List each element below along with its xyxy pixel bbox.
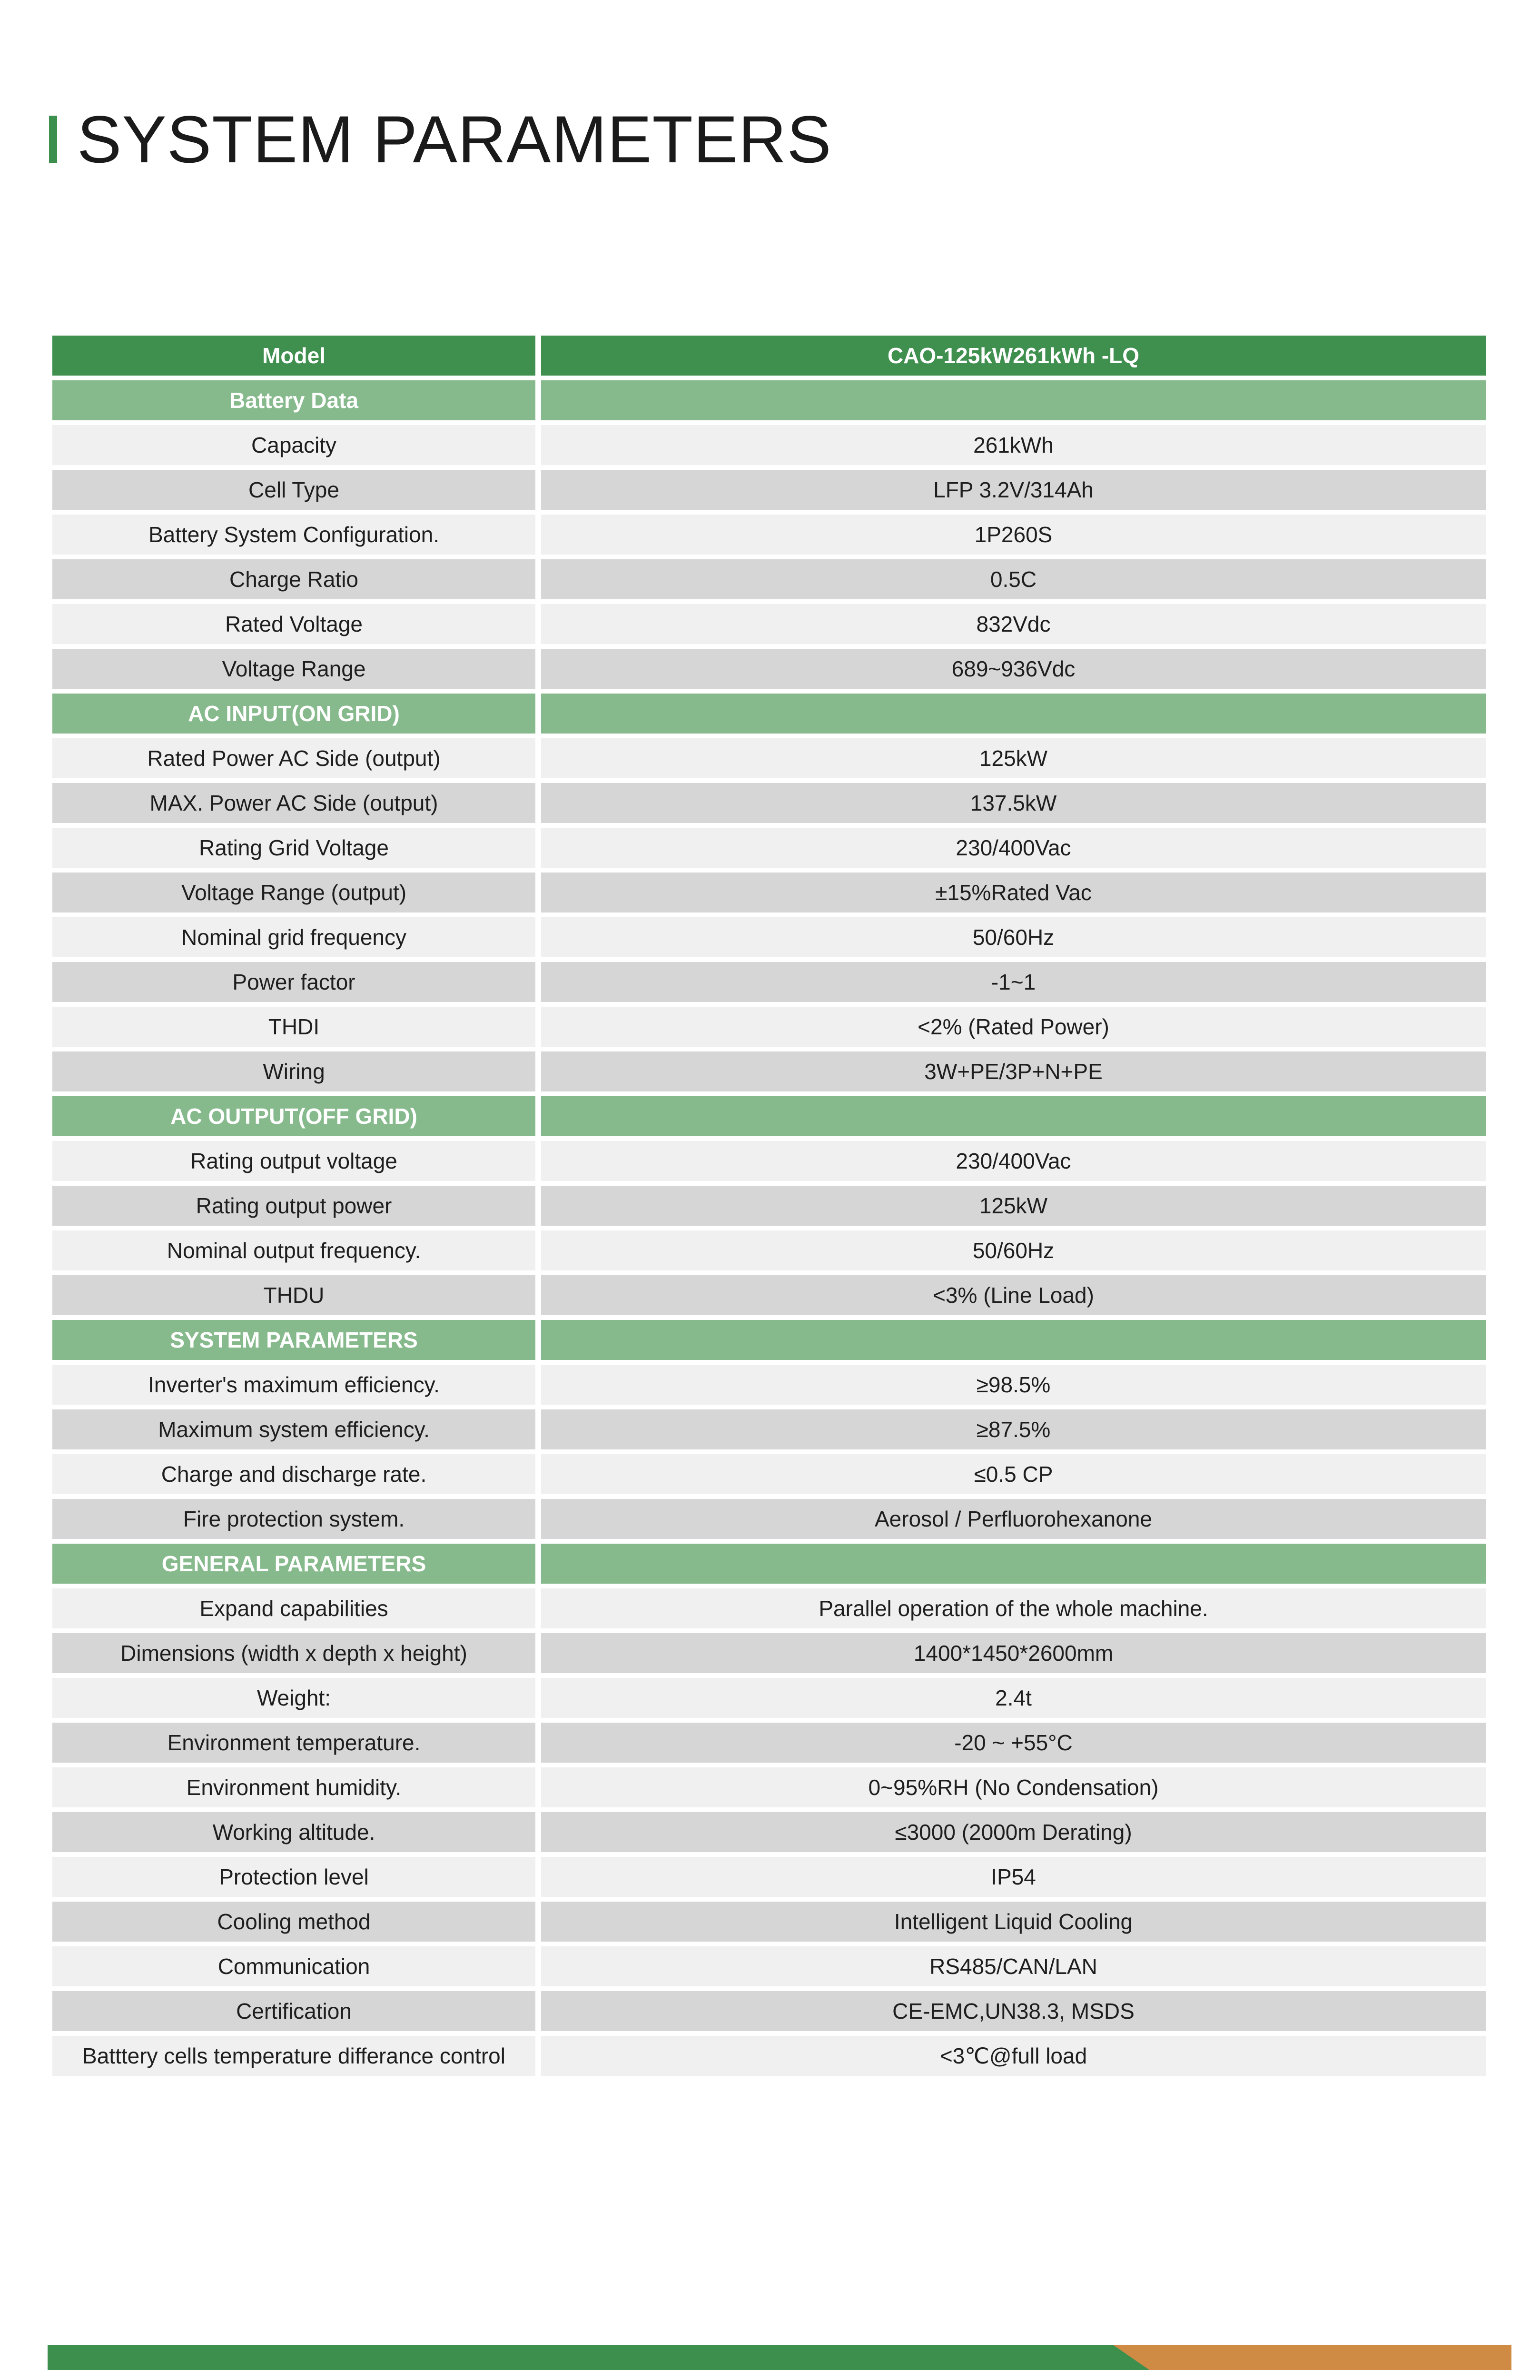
parameter-label-cell: Rated Power AC Side (output) bbox=[52, 738, 535, 778]
parameter-label-cell: Fire protection system. bbox=[52, 1499, 535, 1539]
parameter-value-cell: Aerosol / Perfluorohexanone bbox=[541, 1499, 1486, 1539]
table-row bbox=[52, 423, 1486, 467]
parameter-label-cell: Batttery cells temperature differance control bbox=[52, 2036, 535, 2076]
section-title-cell: GENERAL PARAMETERS bbox=[52, 1544, 535, 1584]
parameter-value-cell: Intelligent Liquid Cooling bbox=[541, 1902, 1486, 1942]
table-row bbox=[52, 1049, 1486, 1094]
table-row bbox=[52, 1228, 1486, 1273]
parameter-label-cell: Charge Ratio bbox=[52, 559, 535, 599]
parameter-value-cell: 2.4t bbox=[541, 1678, 1486, 1718]
parameter-value-cell: 0~95%RH (No Condensation) bbox=[541, 1767, 1486, 1807]
parameter-value-cell: 50/60Hz bbox=[541, 1230, 1486, 1270]
section-value-cell bbox=[541, 1544, 1486, 1584]
table-section-row bbox=[52, 1318, 1486, 1362]
parameter-label-cell: THDI bbox=[52, 1007, 535, 1047]
parameter-label-cell: Cell Type bbox=[52, 470, 535, 510]
section-value-cell bbox=[541, 1096, 1486, 1136]
table-row bbox=[52, 1407, 1486, 1452]
section-title-cell: AC INPUT(ON GRID) bbox=[52, 694, 535, 734]
parameter-label-cell: Battery System Configuration. bbox=[52, 515, 535, 555]
parameter-label-cell: Rating output voltage bbox=[52, 1141, 535, 1181]
parameter-value-cell: RS485/CAN/LAN bbox=[541, 1946, 1486, 1986]
section-title-cell: AC OUTPUT(OFF GRID) bbox=[52, 1096, 535, 1136]
parameter-value-cell: <3℃@full load bbox=[541, 2036, 1486, 2076]
table-row bbox=[52, 1586, 1486, 1631]
table-row bbox=[52, 512, 1486, 557]
table-row bbox=[52, 960, 1486, 1004]
parameter-label-cell: Rated Voltage bbox=[52, 604, 535, 644]
table-section-row bbox=[52, 1541, 1486, 1586]
parameter-label-cell: Protection level bbox=[52, 1857, 535, 1897]
parameter-value-cell: 0.5C bbox=[541, 559, 1486, 599]
table-row bbox=[52, 1183, 1486, 1228]
parameter-value-cell: Parallel operation of the whole machine. bbox=[541, 1588, 1486, 1628]
header-value-cell: CAO-125kW261kWh -LQ bbox=[541, 336, 1486, 376]
table-section-row bbox=[52, 691, 1486, 736]
parameter-value-cell: ≥87.5% bbox=[541, 1409, 1486, 1449]
parameter-label-cell: Cooling method bbox=[52, 1902, 535, 1942]
spec-table bbox=[52, 333, 1486, 2078]
parameter-value-cell: 1P260S bbox=[541, 515, 1486, 555]
title-accent-bar bbox=[49, 116, 57, 163]
parameter-value-cell: ≥98.5% bbox=[541, 1365, 1486, 1405]
parameter-value-cell: ±15%Rated Vac bbox=[541, 873, 1486, 912]
parameter-value-cell: <3% (Line Load) bbox=[541, 1275, 1486, 1315]
table-row bbox=[52, 1720, 1486, 1765]
parameter-label-cell: Expand capabilities bbox=[52, 1588, 535, 1628]
parameter-value-cell: <2% (Rated Power) bbox=[541, 1007, 1486, 1047]
table-row bbox=[52, 781, 1486, 825]
table-row bbox=[52, 1452, 1486, 1497]
section-title-cell: Battery Data bbox=[52, 380, 535, 420]
parameter-label-cell: Certification bbox=[52, 1991, 535, 2031]
table-row bbox=[52, 915, 1486, 960]
parameter-label-cell: Power factor bbox=[52, 962, 535, 1002]
parameter-label-cell: Communication bbox=[52, 1946, 535, 1986]
page-header bbox=[49, 104, 832, 175]
parameter-value-cell: -1~1 bbox=[541, 962, 1486, 1002]
parameter-label-cell: Environment humidity. bbox=[52, 1767, 535, 1807]
table-row bbox=[52, 1899, 1486, 1944]
table-row bbox=[52, 1497, 1486, 1541]
parameter-value-cell: CE-EMC,UN38.3, MSDS bbox=[541, 1991, 1486, 2031]
parameter-value-cell: 125kW bbox=[541, 1186, 1486, 1226]
parameter-value-cell: -20 ~ +55°C bbox=[541, 1723, 1486, 1763]
header-label-cell: Model bbox=[52, 336, 535, 376]
table-row bbox=[52, 1004, 1486, 1049]
table-row bbox=[52, 2033, 1486, 2078]
parameter-label-cell: Inverter's maximum efficiency. bbox=[52, 1365, 535, 1405]
parameter-label-cell: Charge and discharge rate. bbox=[52, 1454, 535, 1494]
table-row bbox=[52, 1139, 1486, 1183]
table-row bbox=[52, 646, 1486, 691]
table-section-row bbox=[52, 378, 1486, 423]
parameter-label-cell: Capacity bbox=[52, 425, 535, 465]
table-row bbox=[52, 1810, 1486, 1854]
table-row bbox=[52, 1944, 1486, 1989]
table-row bbox=[52, 467, 1486, 512]
table-row bbox=[52, 1631, 1486, 1676]
parameter-value-cell: 689~936Vdc bbox=[541, 649, 1486, 689]
page-title: SYSTEM PARAMETERS bbox=[77, 102, 832, 177]
table-row bbox=[52, 1765, 1486, 1810]
parameter-label-cell: Nominal grid frequency bbox=[52, 917, 535, 957]
parameter-value-cell: 137.5kW bbox=[541, 783, 1486, 823]
parameter-value-cell: 1400*1450*2600mm bbox=[541, 1633, 1486, 1673]
parameter-label-cell: Wiring bbox=[52, 1051, 535, 1091]
section-value-cell bbox=[541, 380, 1486, 420]
table-header-row bbox=[52, 333, 1486, 378]
parameter-value-cell: 125kW bbox=[541, 738, 1486, 778]
parameter-label-cell: Dimensions (width x depth x height) bbox=[52, 1633, 535, 1673]
parameter-value-cell: ≤0.5 CP bbox=[541, 1454, 1486, 1494]
parameter-label-cell: Rating Grid Voltage bbox=[52, 828, 535, 868]
parameter-label-cell: Working altitude. bbox=[52, 1812, 535, 1852]
section-title-cell: SYSTEM PARAMETERS bbox=[52, 1320, 535, 1360]
section-value-cell bbox=[541, 1320, 1486, 1360]
parameter-value-cell: LFP 3.2V/314Ah bbox=[541, 470, 1486, 510]
section-value-cell bbox=[541, 694, 1486, 734]
parameter-label-cell: Weight: bbox=[52, 1678, 535, 1718]
parameter-label-cell: THDU bbox=[52, 1275, 535, 1315]
parameter-value-cell: 230/400Vac bbox=[541, 828, 1486, 868]
table-row bbox=[52, 870, 1486, 915]
footer-green-stripe bbox=[48, 2345, 1180, 2370]
parameter-value-cell: 3W+PE/3P+N+PE bbox=[541, 1051, 1486, 1091]
parameter-value-cell: 50/60Hz bbox=[541, 917, 1486, 957]
parameter-value-cell: IP54 bbox=[541, 1857, 1486, 1897]
parameter-label-cell: MAX. Power AC Side (output) bbox=[52, 783, 535, 823]
table-row bbox=[52, 1362, 1486, 1407]
table-row bbox=[52, 736, 1486, 781]
footer-orange-stripe bbox=[1114, 2345, 1511, 2370]
parameter-label-cell: Nominal output frequency. bbox=[52, 1230, 535, 1270]
parameter-label-cell: Rating output power bbox=[52, 1186, 535, 1226]
table-row bbox=[52, 1273, 1486, 1318]
parameter-value-cell: 230/400Vac bbox=[541, 1141, 1486, 1181]
table-row bbox=[52, 825, 1486, 870]
parameter-value-cell: 261kWh bbox=[541, 425, 1486, 465]
parameter-label-cell: Voltage Range (output) bbox=[52, 873, 535, 912]
parameter-label-cell: Maximum system efficiency. bbox=[52, 1409, 535, 1449]
table-section-row bbox=[52, 1094, 1486, 1139]
table-row bbox=[52, 1854, 1486, 1899]
parameter-value-cell: ≤3000 (2000m Derating) bbox=[541, 1812, 1486, 1852]
table-row bbox=[52, 557, 1486, 602]
table-row bbox=[52, 1676, 1486, 1720]
table-row bbox=[52, 1989, 1486, 2033]
table-row bbox=[52, 602, 1486, 646]
parameter-value-cell: 832Vdc bbox=[541, 604, 1486, 644]
parameter-label-cell: Environment temperature. bbox=[52, 1723, 535, 1763]
parameter-label-cell: Voltage Range bbox=[52, 649, 535, 689]
